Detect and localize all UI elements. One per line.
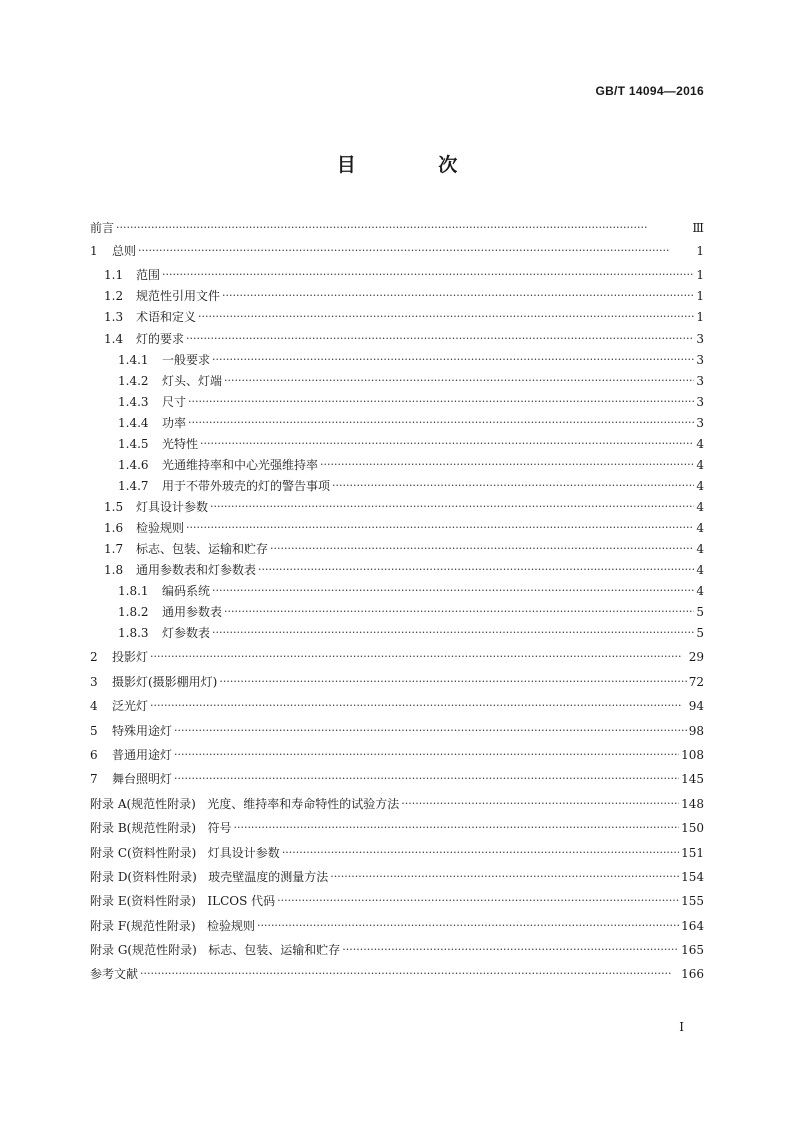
toc-entry[interactable] — [90, 539, 704, 559]
toc-entry-label: 附录 B(规范性附录) 符号 — [90, 821, 232, 835]
toc-entry-page: 4 — [696, 542, 704, 556]
toc-entry-page: 1 — [696, 289, 704, 303]
dot-leader — [219, 672, 686, 692]
toc-entry-number: 1.1 — [104, 268, 124, 282]
toc-entry-label: 摄影灯(摄影棚用灯) — [112, 675, 218, 689]
toc-entry-number: 1.4.7 — [118, 479, 149, 493]
toc-entry-page: 3 — [696, 416, 704, 430]
toc-entry-number: 1.7 — [104, 542, 124, 556]
standard-code: GB/T 14094—2016 — [595, 84, 704, 98]
dot-leader — [401, 794, 679, 814]
toc-entry-number: 1.2 — [104, 289, 124, 303]
toc-entry-number: 1.6 — [104, 521, 124, 535]
toc-entry-label: 附录 A(规范性附录) 光度、维持率和寿命特性的试验方法 — [90, 797, 400, 811]
dot-leader — [212, 350, 694, 370]
toc-entry-label: 灯的要求 — [136, 332, 185, 346]
dot-leader — [222, 286, 694, 306]
toc-entry-label: 编码系统 — [162, 584, 211, 598]
toc-entry-page: 145 — [681, 772, 704, 786]
toc-entry-page: 94 — [688, 699, 704, 713]
toc-entry[interactable] — [90, 623, 704, 643]
toc-entry-page: 1 — [696, 310, 704, 324]
toc-entry-number: 1.8.1 — [118, 584, 149, 598]
toc-entry-page: 1 — [696, 244, 704, 258]
toc-entry-page: 3 — [696, 374, 704, 388]
toc-entry-label: 光通维持率和中心光强维持率 — [162, 458, 319, 472]
toc-entry[interactable] — [90, 745, 704, 765]
toc-entry-page: 4 — [696, 437, 704, 451]
dot-leader — [186, 518, 694, 538]
toc-entry-label: 灯头、灯端 — [162, 374, 223, 388]
toc-entry-label: 舞台照明灯 — [112, 772, 173, 786]
dot-leader — [277, 891, 679, 911]
toc-entry[interactable] — [90, 794, 704, 814]
dot-leader — [198, 307, 694, 327]
toc-entry[interactable] — [90, 286, 704, 306]
toc-entry-page: 3 — [696, 332, 704, 346]
toc-entry[interactable] — [90, 218, 704, 238]
toc-entry-label: 术语和定义 — [136, 310, 197, 324]
toc-entry[interactable] — [90, 392, 704, 412]
dot-leader — [116, 218, 690, 238]
toc-entry-page: 4 — [696, 458, 704, 472]
dot-leader — [162, 265, 694, 285]
dot-leader — [150, 647, 687, 667]
toc-entry-label: 泛光灯 — [112, 699, 149, 713]
toc-entry[interactable] — [90, 329, 704, 349]
toc-entry-label: 用于不带外玻壳的灯的警告事项 — [162, 479, 331, 493]
dot-leader — [342, 940, 679, 960]
toc-entry-label: 附录 F(规范性附录) 检验规则 — [90, 919, 255, 933]
page-title: 目 次 — [336, 154, 496, 176]
toc-entry[interactable] — [90, 560, 704, 580]
toc-entry-page: 4 — [696, 584, 704, 598]
toc-entry-label: 一般要求 — [162, 353, 211, 367]
toc-entry-number: 1.8.3 — [118, 626, 149, 640]
toc-entry-page: 98 — [688, 724, 704, 738]
dot-leader — [224, 371, 694, 391]
toc-entry[interactable] — [90, 964, 704, 984]
toc-entry-label: 检验规则 — [136, 521, 185, 535]
toc-entry-number: 7 — [90, 772, 98, 786]
toc-entry-number: 1.8.2 — [118, 605, 149, 619]
toc-entry-number: 1.4.2 — [118, 374, 149, 388]
toc-entry-page: 72 — [688, 675, 704, 689]
toc-entry-label: 尺寸 — [162, 395, 187, 409]
toc-entry[interactable] — [90, 769, 704, 789]
dot-leader — [332, 476, 694, 496]
toc-entry-page: 4 — [696, 500, 704, 514]
toc-entry[interactable] — [90, 241, 704, 261]
toc-entry[interactable] — [90, 696, 704, 716]
dot-leader — [138, 241, 694, 261]
toc-entry-label: 投影灯 — [112, 650, 149, 664]
toc-entry-label: 前言 — [90, 221, 115, 235]
toc-entry[interactable] — [90, 867, 704, 887]
toc-entry-label: 通用参数表 — [162, 605, 223, 619]
toc-entry-label: 附录 G(规范性附录) 标志、包装、运输和贮存 — [90, 943, 341, 957]
toc-entry-label: 特殊用途灯 — [112, 724, 173, 738]
toc-entry-number: 1.8 — [104, 563, 124, 577]
toc-entry-label: 参考文献 — [90, 967, 139, 981]
toc-entry-number: 4 — [90, 699, 98, 713]
toc-entry-page: 164 — [681, 919, 704, 933]
dot-leader — [150, 696, 687, 716]
dot-leader — [200, 434, 694, 454]
toc-entry-page: 154 — [681, 870, 704, 884]
toc-entry-label: 普通用途灯 — [112, 748, 173, 762]
toc-entry-label: 附录 E(资料性附录) ILCOS 代码 — [90, 894, 276, 908]
toc-entry-page: 4 — [696, 563, 704, 577]
dot-leader — [188, 392, 694, 412]
toc-entry-label: 光特性 — [162, 437, 199, 451]
toc-entry[interactable] — [90, 497, 704, 517]
toc-entry[interactable] — [90, 672, 704, 692]
toc-entry-page: 166 — [681, 967, 704, 981]
toc-entry-page: 5 — [696, 626, 704, 640]
toc-entry-number: 1.4.3 — [118, 395, 149, 409]
dot-leader — [257, 916, 679, 936]
dot-leader — [186, 329, 694, 349]
dot-leader — [224, 602, 694, 622]
toc-entry-number: 1.3 — [104, 310, 124, 324]
toc-entry[interactable] — [90, 647, 704, 667]
toc-entry-page: 150 — [681, 821, 704, 835]
toc-entry-page: 1 — [696, 268, 704, 282]
toc-entry[interactable] — [90, 476, 704, 496]
dot-leader — [282, 843, 679, 863]
toc-entry-number: 1.5 — [104, 500, 124, 514]
toc-entry-number: 1.4.1 — [118, 353, 149, 367]
toc-entry-page: 3 — [696, 395, 704, 409]
dot-leader — [174, 769, 679, 789]
toc-entry-page: 3 — [696, 353, 704, 367]
toc-entry[interactable] — [90, 916, 704, 936]
toc-entry[interactable] — [90, 371, 704, 391]
toc-entry-label: 附录 D(资料性附录) 玻壳壁温度的测量方法 — [90, 870, 329, 884]
toc-entry[interactable] — [90, 455, 704, 475]
dot-leader — [270, 539, 694, 559]
toc-entry-number: 1.4 — [104, 332, 124, 346]
toc-entry[interactable] — [90, 843, 704, 863]
dot-leader — [140, 964, 679, 984]
toc-entry-number: 1.4.4 — [118, 416, 149, 430]
toc-entry-page: 4 — [696, 521, 704, 535]
toc-entry[interactable] — [90, 602, 704, 622]
toc-entry-page: 151 — [681, 846, 704, 860]
dot-leader — [233, 818, 679, 838]
toc-entry[interactable] — [90, 265, 704, 285]
toc-entry[interactable] — [90, 413, 704, 433]
toc-entry-page: 148 — [681, 797, 704, 811]
dot-leader — [188, 413, 694, 433]
toc-entry-number: 1.4.6 — [118, 458, 149, 472]
toc-entry-number: 6 — [90, 748, 98, 762]
toc-entry-label: 规范性引用文件 — [136, 289, 221, 303]
toc-entry[interactable] — [90, 307, 704, 327]
toc-entry[interactable] — [90, 350, 704, 370]
toc-entry[interactable] — [90, 940, 704, 960]
toc-entry-label: 通用参数表和灯参数表 — [136, 563, 257, 577]
dot-leader — [320, 455, 694, 475]
toc-entry-label: 灯具设计参数 — [136, 500, 209, 514]
toc-entry[interactable] — [90, 818, 704, 838]
toc-entry-label: 总则 — [112, 244, 137, 258]
toc-entry-page: 29 — [688, 650, 704, 664]
toc-entry-label: 附录 C(资料性附录) 灯具设计参数 — [90, 846, 280, 860]
toc-entry-page: Ⅲ — [692, 221, 704, 235]
toc-entry-page: 4 — [696, 479, 704, 493]
toc-entry-page: 5 — [696, 605, 704, 619]
dot-leader — [210, 497, 694, 517]
toc-entry-number: 1.4.5 — [118, 437, 149, 451]
dot-leader — [212, 623, 694, 643]
toc-entry-page: 108 — [681, 748, 704, 762]
toc-entry-number: 3 — [90, 675, 98, 689]
toc-entry[interactable] — [90, 721, 704, 741]
toc-entry[interactable] — [90, 581, 704, 601]
toc-entry-number: 1 — [90, 244, 98, 258]
toc-entry[interactable] — [90, 518, 704, 538]
toc-entry-label: 标志、包装、运输和贮存 — [136, 542, 269, 556]
dot-leader — [174, 745, 679, 765]
toc-entry-label: 范围 — [136, 268, 161, 282]
page-number: I — [679, 1020, 684, 1034]
dot-leader — [174, 721, 687, 741]
toc-entry[interactable] — [90, 891, 704, 911]
toc-entry-number: 2 — [90, 650, 98, 664]
dot-leader — [258, 560, 694, 580]
toc-entry-number: 5 — [90, 724, 98, 738]
toc-entry-label: 功率 — [162, 416, 187, 430]
toc-entry-page: 165 — [681, 943, 704, 957]
toc-entry-page: 155 — [681, 894, 704, 908]
toc-entry-label: 灯参数表 — [162, 626, 211, 640]
dot-leader — [212, 581, 694, 601]
dot-leader — [330, 867, 679, 887]
toc-entry[interactable] — [90, 434, 704, 454]
